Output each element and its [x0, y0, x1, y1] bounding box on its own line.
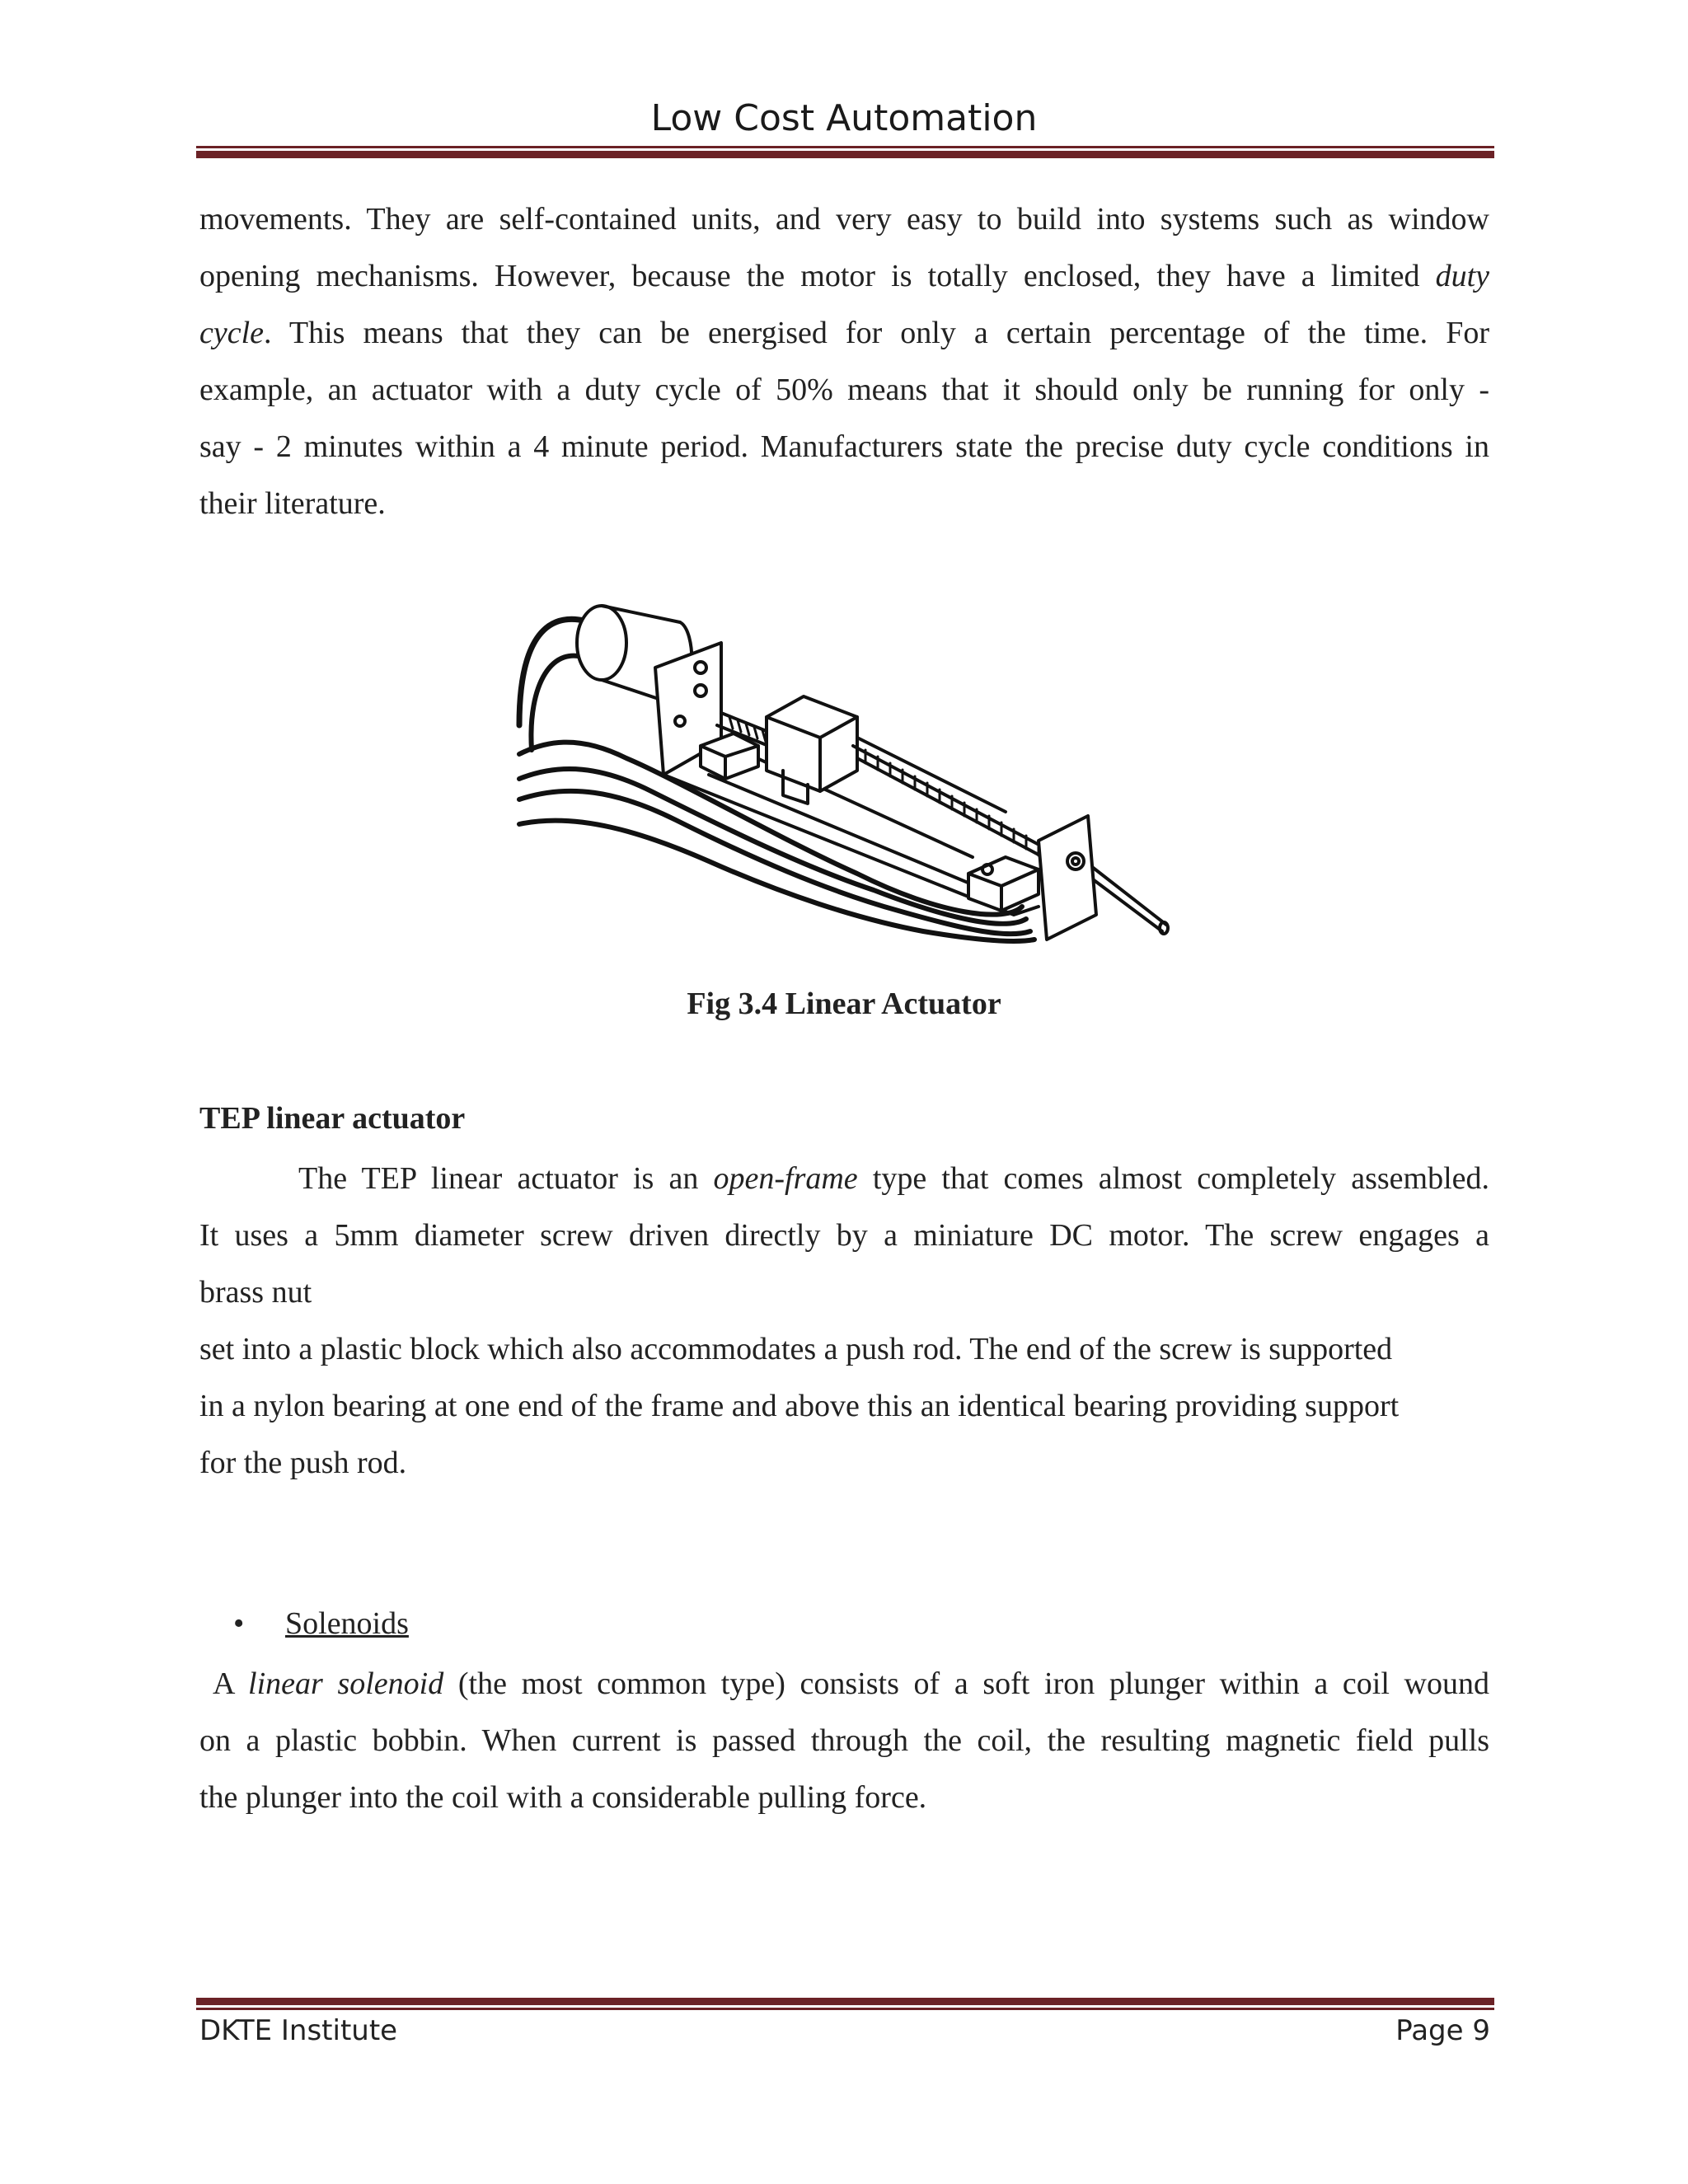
- text-line: in a nylon bearing at one end of the frame and above this an identical bearing providing support: [199, 1389, 1400, 1423]
- intro-paragraph: [199, 191, 1489, 532]
- section-heading-solenoids: Solenoids: [285, 1606, 409, 1641]
- text-line: brass nut: [199, 1275, 312, 1310]
- tep-paragraph: [199, 1151, 1489, 1492]
- text-line: set into a plastic block which also accommodates a push rod. The end of the screw is supported: [199, 1332, 1393, 1366]
- emphasis-linear-solenoid: linear solenoid: [248, 1666, 444, 1701]
- footer-rule-thick: [196, 1998, 1494, 2005]
- solenoids-paragraph: [199, 1656, 1489, 1826]
- text-line: the plunger into the coil with a considerable pulling force.: [199, 1780, 927, 1815]
- footer-rule-thin: [196, 2008, 1494, 2010]
- text-line: movements. They are self-contained units, and very easy to build into systems such as window: [199, 202, 1489, 237]
- text-line: It uses a 5mm diameter screw driven directly by a miniature DC motor. The screw engages a: [199, 1218, 1489, 1253]
- emphasis-open-frame: open-frame: [713, 1161, 858, 1196]
- section-heading-tep: TEP linear actuator: [199, 1101, 466, 1136]
- emphasis-cycle: cycle: [199, 316, 265, 350]
- linear-actuator-illustration: [511, 593, 1170, 956]
- text-line: A linear solenoid (the most common type) consists of a soft iron plunger within a coil wound: [213, 1666, 1489, 1701]
- header-rule-thick: [196, 151, 1494, 158]
- emphasis-duty: duty: [1435, 259, 1489, 293]
- text-line: opening mechanisms. However, because the motor is totally enclosed, they have a limited duty: [199, 259, 1489, 293]
- bullet-icon: •: [233, 1606, 245, 1641]
- text-line: for the push rod.: [199, 1446, 407, 1480]
- text-line: example, an actuator with a duty cycle of 50% means that it should only be running for only -: [199, 373, 1489, 407]
- text-line: The TEP linear actuator is an open-frame type that comes almost completely assembled.: [298, 1161, 1489, 1196]
- text-line: cycle. This means that they can be energised for only a certain percentage of the time. For: [199, 316, 1489, 350]
- text-line: on a plastic bobbin. When current is passed through the coil, the resulting magnetic field pulls: [199, 1723, 1489, 1758]
- footer-page-number: Page 9: [1395, 2014, 1490, 2047]
- figure-caption: Fig 3.4 Linear Actuator: [687, 987, 1001, 1021]
- text-line: say - 2 minutes within a 4 minute period. Manufacturers state the precise duty cycle conditions in: [199, 429, 1489, 464]
- header-rule-thin: [196, 146, 1494, 148]
- text-line: their literature.: [199, 486, 386, 521]
- footer-institute: DKTE Institute: [199, 2014, 398, 2047]
- page-header-title: Low Cost Automation: [650, 97, 1038, 139]
